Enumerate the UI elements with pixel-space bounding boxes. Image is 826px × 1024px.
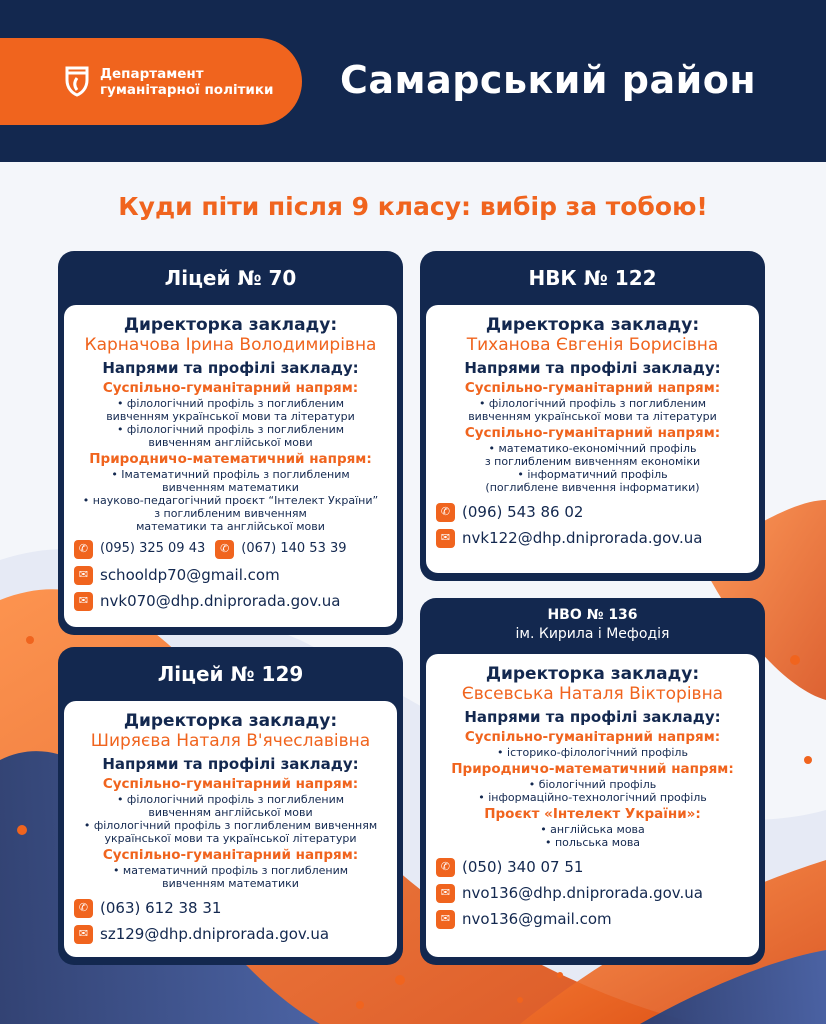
- profile-item: вивченням української мови та літератури: [106, 410, 355, 423]
- profile-item: • філологічний профіль з поглибленим вивченням: [83, 819, 378, 832]
- email-row: [436, 883, 749, 903]
- profile-item: • філологічний профіль з поглибленим: [116, 793, 345, 806]
- email-link[interactable]: schooldp70@gmail.com: [100, 566, 280, 584]
- email-row: [74, 565, 387, 585]
- profile-item: з поглибленим вивченням: [154, 507, 307, 520]
- direction-heading: Природничо-математичний напрям:: [451, 761, 734, 777]
- phone-icon: ✆: [74, 540, 93, 559]
- direction-heading: Суспільно-гуманітарний напрям:: [464, 380, 721, 396]
- logo-text: [100, 66, 274, 98]
- email-link[interactable]: nvo136@gmail.com: [462, 910, 612, 928]
- profile-item: • філологічний профіль з поглибленим: [116, 397, 345, 410]
- email-row: [74, 924, 387, 944]
- direction-heading: Суспільно-гуманітарний напрям:: [102, 847, 359, 863]
- phone-row: [436, 857, 749, 877]
- profile-item: вивченням англійської мови: [148, 806, 313, 819]
- direction-heading: Суспільно-гуманітарний напрям:: [464, 425, 721, 441]
- profile-item: вивченням математики: [162, 481, 299, 494]
- phone-icon: ✆: [215, 540, 234, 559]
- mail-icon: ✉: [74, 592, 93, 611]
- school-card-nvk-122: [420, 251, 765, 581]
- profile-item: • біологічний профіль: [528, 778, 657, 791]
- email-link[interactable]: sz129@dhp.dniprorada.gov.ua: [100, 925, 330, 943]
- profile-item: • інформаційно-технологічний профіль: [478, 791, 707, 804]
- director-label: Директорка закладу:: [485, 315, 700, 335]
- card-body: [426, 305, 759, 573]
- school-card-lyceum-129: [58, 647, 403, 965]
- profiles-label: Напрями та профілі закладу:: [102, 755, 359, 773]
- email-link[interactable]: nvo136@dhp.dniprorada.gov.ua: [462, 884, 703, 902]
- card-title: [426, 598, 759, 654]
- profiles-label: Напрями та профілі закладу:: [102, 359, 359, 377]
- card-title: Ліцей № 129: [157, 662, 304, 686]
- profile-item: • математико-економічний профіль: [488, 442, 697, 455]
- director-name: Карначова Ірина Володимирівна: [84, 335, 377, 355]
- phone-icon: ✆: [436, 858, 455, 877]
- school-card-lyceum-70: [58, 251, 403, 635]
- card-body: [64, 701, 397, 957]
- email-row: [436, 909, 749, 929]
- direction-heading: Проєкт «Інтелект України»:: [484, 806, 701, 822]
- profiles-label: Напрями та профілі закладу:: [464, 359, 721, 377]
- mail-icon: ✉: [74, 925, 93, 944]
- profile-item: з поглибленим вивченням економіки: [484, 455, 701, 468]
- phone-row: [74, 898, 387, 918]
- direction-heading: Природничо-математичний напрям:: [89, 451, 372, 467]
- direction-heading: Суспільно-гуманітарний напрям:: [102, 776, 359, 792]
- department-logo: [0, 38, 302, 125]
- phone-row: [74, 539, 387, 559]
- profile-item: • англійська мова: [540, 823, 645, 836]
- profile-item: • філологічний профіль з поглибленим: [116, 423, 345, 436]
- profile-item: вивченням української мови та літератури: [468, 410, 717, 423]
- mail-icon: ✉: [436, 884, 455, 903]
- phone-icon: ✆: [74, 899, 93, 918]
- director-label: Директорка закладу:: [485, 664, 700, 684]
- logo-line-2: гуманітарної політики: [100, 81, 274, 98]
- profile-item: української мови та української літератури: [104, 832, 357, 845]
- phone-number[interactable]: (095) 325 09 43: [100, 541, 206, 556]
- director-label: Директорка закладу:: [123, 711, 338, 731]
- logo-line-1: Департамент: [100, 65, 204, 82]
- email-row: [74, 591, 387, 611]
- card-title-line-2: ім. Кирила і Мефодія: [515, 626, 670, 642]
- phone-icon: ✆: [436, 503, 455, 522]
- school-card-nvo-136: [420, 598, 765, 965]
- page-subtitle: Куди піти після 9 класу: вибір за тобою!: [118, 192, 708, 221]
- mail-icon: ✉: [436, 529, 455, 548]
- profile-item: вивченням математики: [162, 877, 299, 890]
- phone-number[interactable]: (050) 340 07 51: [462, 858, 584, 876]
- page-title: Самарський район: [340, 58, 757, 102]
- profile-item: • філологічний профіль з поглибленим: [478, 397, 707, 410]
- profile-item: • польська мова: [544, 836, 641, 849]
- phone-number[interactable]: (067) 140 53 39: [241, 541, 347, 556]
- director-name: Тиханова Євгенія Борисівна: [466, 335, 719, 355]
- director-name: Євсевська Наталя Вікторівна: [461, 684, 724, 704]
- director-name: Ширяєва Наталя В'ячеславівна: [90, 731, 371, 751]
- email-link[interactable]: nvk122@dhp.dniprorada.gov.ua: [462, 529, 703, 547]
- card-title: Ліцей № 70: [164, 266, 297, 290]
- profile-item: • інформатичний профіль: [517, 468, 668, 481]
- profile-item: вивченням англійської мови: [148, 436, 313, 449]
- mail-icon: ✉: [74, 566, 93, 585]
- profile-item: математики та англійської мови: [136, 520, 325, 533]
- phone-number[interactable]: (096) 543 86 02: [462, 503, 584, 521]
- profile-item: (поглиблене вивчення інформатики): [485, 481, 700, 494]
- profile-item: • математичний профіль з поглибленим: [112, 864, 349, 877]
- email-link[interactable]: nvk070@dhp.dniprorada.gov.ua: [100, 592, 341, 610]
- profile-item: • науково-педагогічний проєкт “Інтелект України”: [82, 494, 379, 507]
- shield-logo-icon: [64, 64, 90, 98]
- mail-icon: ✉: [436, 910, 455, 929]
- phone-row: [436, 502, 749, 522]
- card-title: НВК № 122: [528, 266, 657, 290]
- email-row: [436, 528, 749, 548]
- phone-number[interactable]: (063) 612 38 31: [100, 899, 222, 917]
- director-label: Директорка закладу:: [123, 315, 338, 335]
- header-banner: [0, 0, 826, 162]
- direction-heading: Суспільно-гуманітарний напрям:: [102, 380, 359, 396]
- card-title-line-1: НВО № 136: [547, 607, 638, 623]
- card-body: [426, 654, 759, 957]
- direction-heading: Суспільно-гуманітарний напрям:: [464, 729, 721, 745]
- profile-item: • Іматематичний профіль з поглибленим: [111, 468, 350, 481]
- profile-item: • історико-філологічний профіль: [497, 746, 688, 759]
- card-body: [64, 305, 397, 627]
- profiles-label: Напрями та профілі закладу:: [464, 708, 721, 726]
